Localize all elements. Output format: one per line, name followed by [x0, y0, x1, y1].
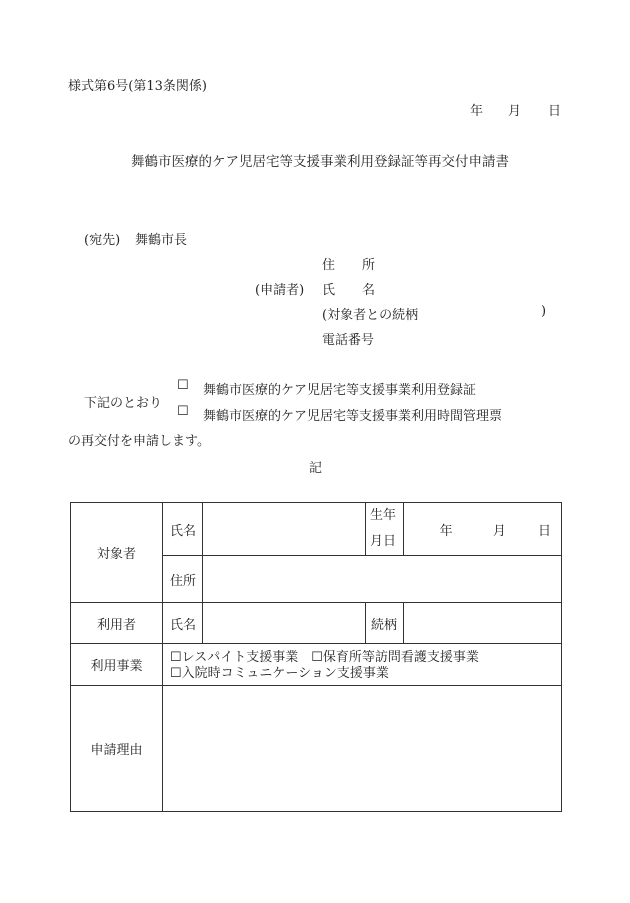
addressee-name: 舞鶴市長: [135, 233, 188, 248]
dob-day: 日: [537, 523, 551, 539]
applicant-address-label-b: 所: [362, 258, 376, 273]
option1-label: 舞鶴市医療的ケア児居宅等支援事業利用登録証: [203, 383, 477, 398]
document-title: 舞鶴市医療的ケア児居宅等支援事業利用登録証等再交付申請書: [131, 154, 509, 170]
form-number: 様式第6号(第13条関係): [68, 79, 207, 94]
service-line-2[interactable]: ☐入院時コミュニケーション支援事業: [170, 665, 389, 681]
subject-label: 対象者: [71, 503, 163, 603]
applicant-label: (申請者): [255, 283, 305, 298]
service-options[interactable]: [163, 644, 562, 686]
subject-address-label: 住所: [163, 556, 203, 603]
dob-label: [366, 503, 404, 556]
applicant-relation-close: ): [541, 304, 547, 319]
date-month-label: 月: [508, 104, 522, 119]
option2-checkbox[interactable]: ☐: [177, 404, 189, 419]
reason-label: 申請理由: [71, 686, 163, 812]
option2-label: 舞鶴市医療的ケア児居宅等支援事業利用時間管理票: [203, 409, 503, 424]
reason-field[interactable]: [163, 686, 562, 812]
ki-heading: 記: [309, 461, 323, 476]
addressee-prefix: (宛先): [84, 233, 121, 248]
applicant-phone-label: 電話番号: [322, 333, 375, 348]
dob-label-bottom: 月日: [370, 534, 397, 549]
applicant-relation-label: (対象者との続柄: [322, 308, 419, 323]
applicant-address-label-a: 住: [322, 258, 336, 273]
relation-field[interactable]: [404, 603, 562, 644]
subject-name-label: 氏名: [163, 503, 203, 556]
date-day-label: 日: [548, 104, 562, 119]
user-label: 利用者: [71, 603, 163, 644]
user-name-label: 氏名: [163, 603, 203, 644]
user-name-field[interactable]: [203, 603, 366, 644]
dob-month: 月: [492, 523, 506, 539]
subject-address-field[interactable]: [203, 556, 562, 603]
service-line-1[interactable]: ☐レスパイト支援事業 ☐保育所等訪問看護支援事業: [170, 649, 479, 665]
dob-field[interactable]: [404, 503, 562, 556]
application-table: [70, 502, 562, 812]
applicant-name-label-b: 名: [362, 283, 376, 298]
request-tail: の再交付を申請します。: [68, 434, 210, 449]
service-label: 利用事業: [71, 644, 163, 686]
option1-checkbox[interactable]: ☐: [177, 378, 189, 393]
relation-label: 続柄: [366, 603, 404, 644]
subject-name-field[interactable]: [203, 503, 366, 556]
date-year-label: 年: [470, 104, 484, 119]
dob-year: 年: [439, 523, 453, 539]
dob-label-top: 生年: [370, 508, 397, 523]
applicant-name-label-a: 氏: [322, 283, 336, 298]
request-lead: 下記のとおり: [84, 396, 163, 411]
